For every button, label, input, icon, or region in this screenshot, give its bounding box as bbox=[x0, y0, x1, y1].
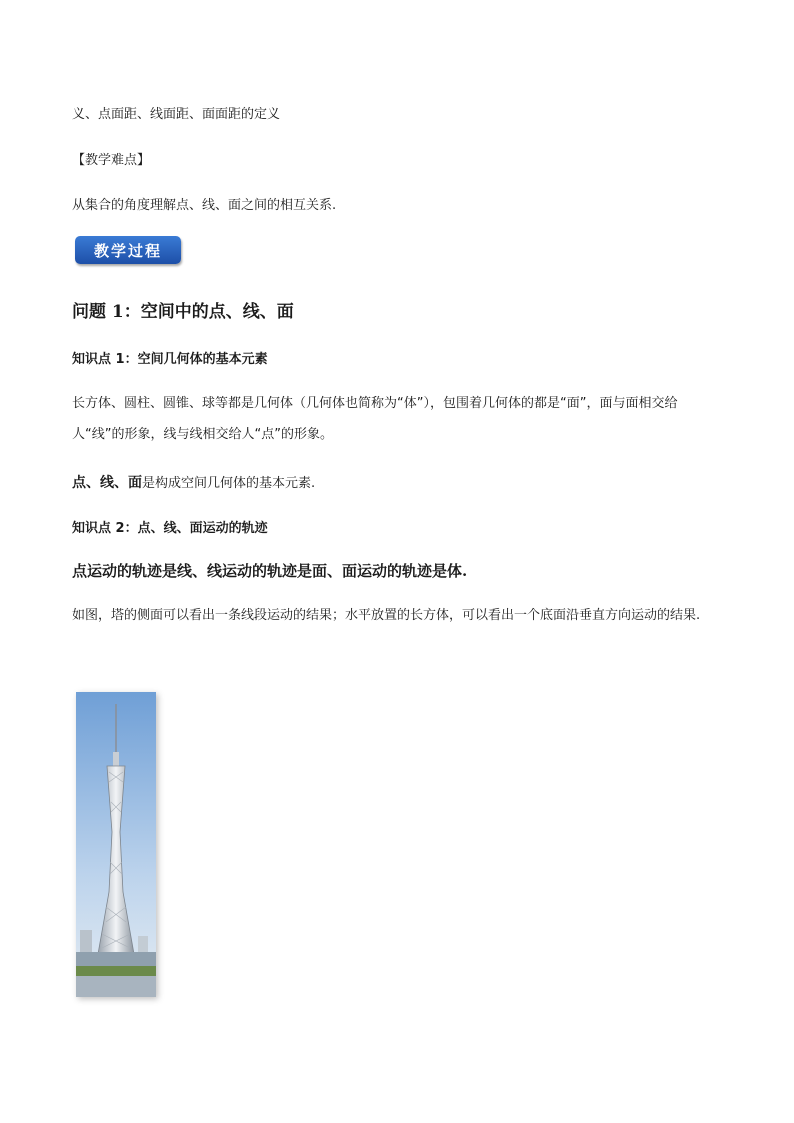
tower-illustration bbox=[76, 692, 156, 997]
knowledge-point-2-paragraph: 如图，塔的侧面可以看出一条线段运动的结果；水平放置的长方体，可以看出一个底面沿垂直方向运动的结果. bbox=[72, 608, 701, 623]
text-line-definition: 义、点面距、线面距、面面距的定义 bbox=[72, 107, 281, 122]
knowledge-point-1-paragraph: 长方体、圆柱、圆锥、球等都是几何体（几何体也简称为“体”），包围着几何体的都是“面”，面与面相交给人“线”的形象，线与线相交给人“点”的形象。 bbox=[72, 396, 678, 442]
knowledge-point-2-title: 知识点 2：点、线、面运动的轨迹 bbox=[72, 521, 268, 536]
canton-tower-photo bbox=[76, 692, 156, 997]
badge-label: 教学过程 bbox=[93, 241, 162, 260]
knowledge-point-2-statement: 点运动的轨迹是线、线运动的轨迹是面、面运动的轨迹是体. bbox=[72, 562, 468, 580]
difficulty-text: 从集合的角度理解点、线、面之间的相互关系. bbox=[72, 198, 337, 213]
difficulty-heading: 【教学难点】 bbox=[72, 153, 151, 168]
problem-title: 问题 1：空间中的点、线、面 bbox=[72, 302, 294, 322]
knowledge-point-1-title: 知识点 1：空间几何体的基本元素 bbox=[72, 352, 268, 367]
emphasis-bold: 点、线、面 bbox=[72, 475, 142, 491]
knowledge-point-1-emphasis bbox=[72, 472, 315, 492]
emphasis-rest: 是构成空间几何体的基本元素. bbox=[142, 476, 316, 491]
teaching-process-badge bbox=[75, 236, 181, 264]
